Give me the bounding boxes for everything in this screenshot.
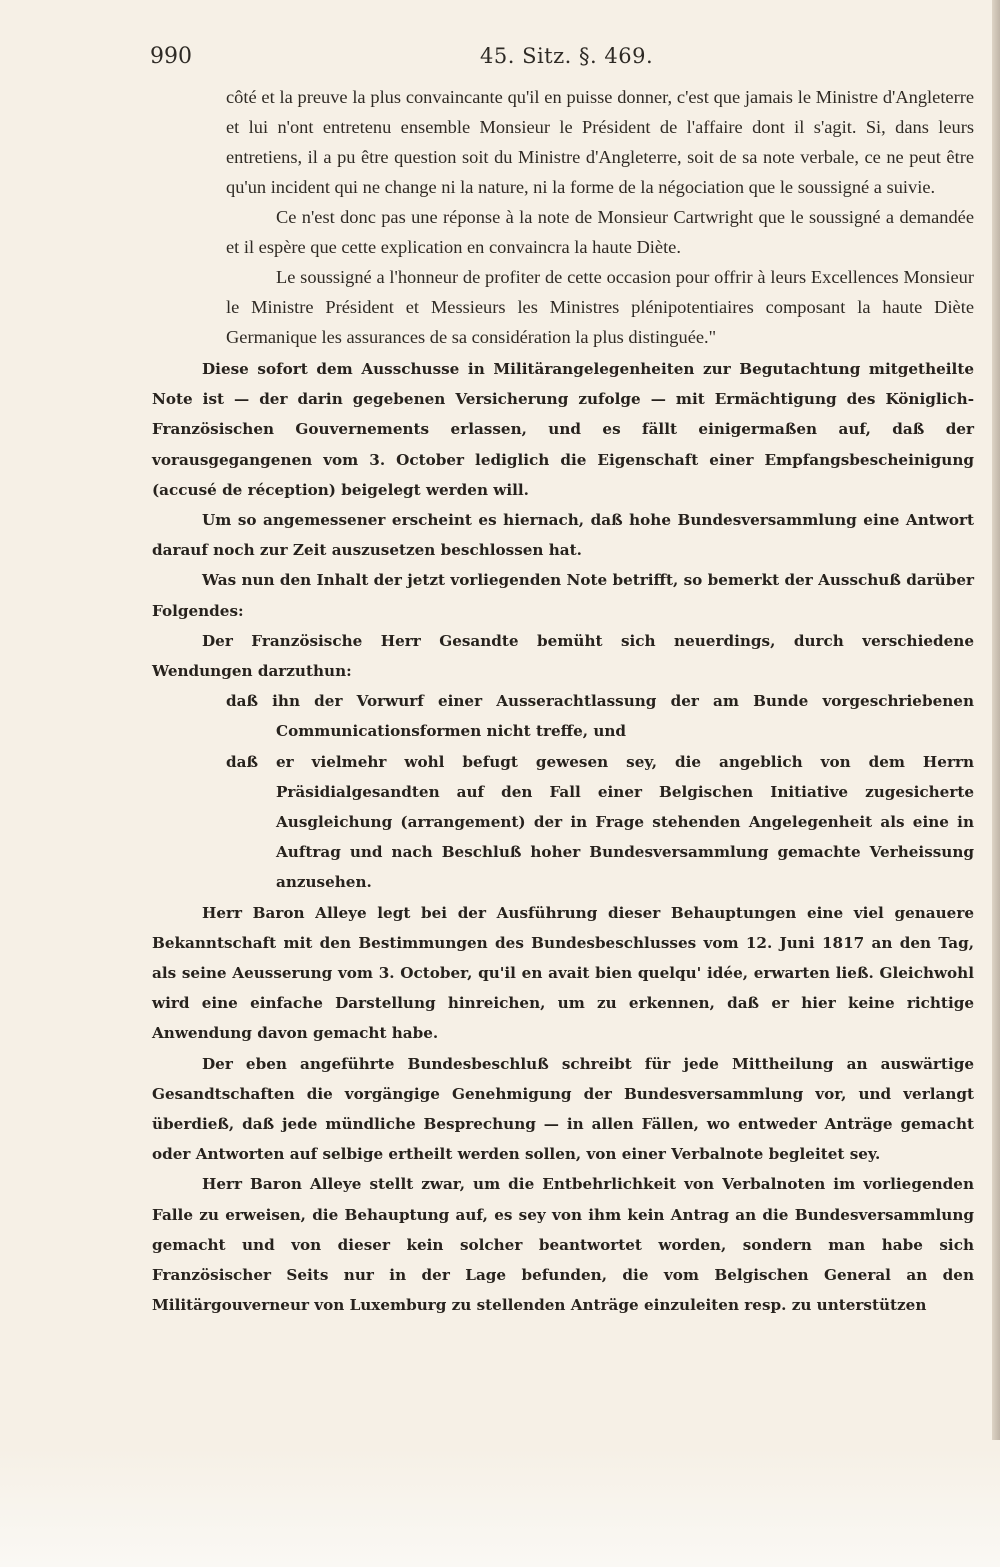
paragraph-french-1: côté et la preuve la plus convaincante qu'il en puisse donner, c'est que jamais le Ministre d'Angleterre et lui n'ont entretenu ensemble Monsieur le Président de l'affaire dont il s'agit. Si, dans leurs entretiens, il a pu être question soit du Ministre d'Angleterre, soit de sa note verbale, ce ne peut être qu'un incident qui ne change ni la nature, ni la forme de la négociation que le soussigné a suivie.: [226, 87, 974, 197]
paragraph-german-5: Herr Baron Alleye legt bei der Ausführung dieser Behauptungen eine viel genauere Bekanntschaft mit den Bestimmungen des Bundesbeschlusses vom 12. Juni 1817 an den Tag, als seine Aeusserung vom 3. October, qu'il en avait bien quelqu' idée, erwarten ließ. Gleichwohl wird eine einfache Darstellung hinreichen, um zu erkennen, daß er hier keine richtige Anwendung davon gemacht habe.: [152, 903, 974, 1043]
page-edge-shadow: [992, 0, 1000, 1440]
paragraph-french-3: Le soussigné a l'honneur de profiter de cette occasion pour offrir à leurs Excellences Monsieur le Ministre Président et Messieurs les Ministres plénipotentiaires composant la haute Diète Germanique les assurances de sa considération la plus distinguée.": [226, 267, 974, 347]
paragraph-french-2: Ce n'est donc pas une réponse à la note de Monsieur Cartwright que le soussigné a demandée et il espère que cette explication en convaincra la haute Diète.: [226, 207, 974, 257]
body-text: [152, 82, 974, 1321]
running-head: 45. Sitz. §. 469.: [480, 44, 654, 68]
paragraph-german-7: Herr Baron Alleye stellt zwar, um die Entbehrlichkeit von Verbalnoten im vorliegenden Falle zu erweisen, die Behauptung auf, es sey von ihm kein Antrag an die Bundesversammlung gemacht und von dieser kein solcher beantwortet worden, sondern man habe sich Französischer Seits nur in der Lage befunden, die vom Belgischen General an den Militärgouverneur von Luxemburg zu stellenden Anträge einzuleiten resp. zu unterstützen: [152, 1175, 974, 1315]
paragraph-german-3: Was nun den Inhalt der jetzt vorliegenden Note betrifft, so bemerkt der Ausschuß darüber Folgendes:: [152, 571, 974, 620]
list-item-claim-2: daß er vielmehr wohl befugt gewesen sey, die angeblich von dem Herrn Präsidialgesandten auf den Fall einer Belgischen Initiative zugesicherte Ausgleichung (arrangement) der in Frage stehenden Angelegenheit als eine in Auftrag und nach Beschluß hoher Bundesversammlung gemachte Verheissung anzusehen.: [226, 752, 974, 892]
list-item-claim-1: daß ihn der Vorwurf einer Ausserachtlassung der am Bunde vorgeschriebenen Communicationsformen nicht treffe, und: [226, 692, 974, 741]
page-number: 990: [150, 44, 192, 69]
page-header: [150, 44, 974, 74]
page-bottom-margin: [0, 1447, 1000, 1567]
paragraph-german-1: Diese sofort dem Ausschusse in Militärangelegenheiten zur Begutachtung mitgetheilte Note ist — der darin gegebenen Versicherung zufolge — mit Ermächtigung des Königlich-Französischen Gouvernements erlassen, und es fällt einigermaßen auf, daß der vorausgegangenen vom 3. October lediglich die Eigenschaft einer Empfangsbescheinigung (accusé de réception) beigelegt werden will.: [152, 360, 974, 499]
paragraph-german-2: Um so angemessener erscheint es hiernach, daß hohe Bundesversammlung eine Antwort darauf noch zur Zeit auszusetzen beschlossen hat.: [152, 511, 974, 560]
paragraph-german-6: Der eben angeführte Bundesbeschluß schreibt für jede Mittheilung an auswärtige Gesandtschaften die vorgängige Genehmigung der Bundesversammlung vor, und verlangt überdieß, daß jede mündliche Besprechung — in allen Fällen, wo entweder Anträge gemacht oder Antworten auf selbige ertheilt werden sollen, von einer Verbalnote begleitet sey.: [152, 1054, 974, 1164]
paragraph-german-4: Der Französische Herr Gesandte bemüht sich neuerdings, durch verschiedene Wendungen darzuthun:: [152, 631, 974, 681]
